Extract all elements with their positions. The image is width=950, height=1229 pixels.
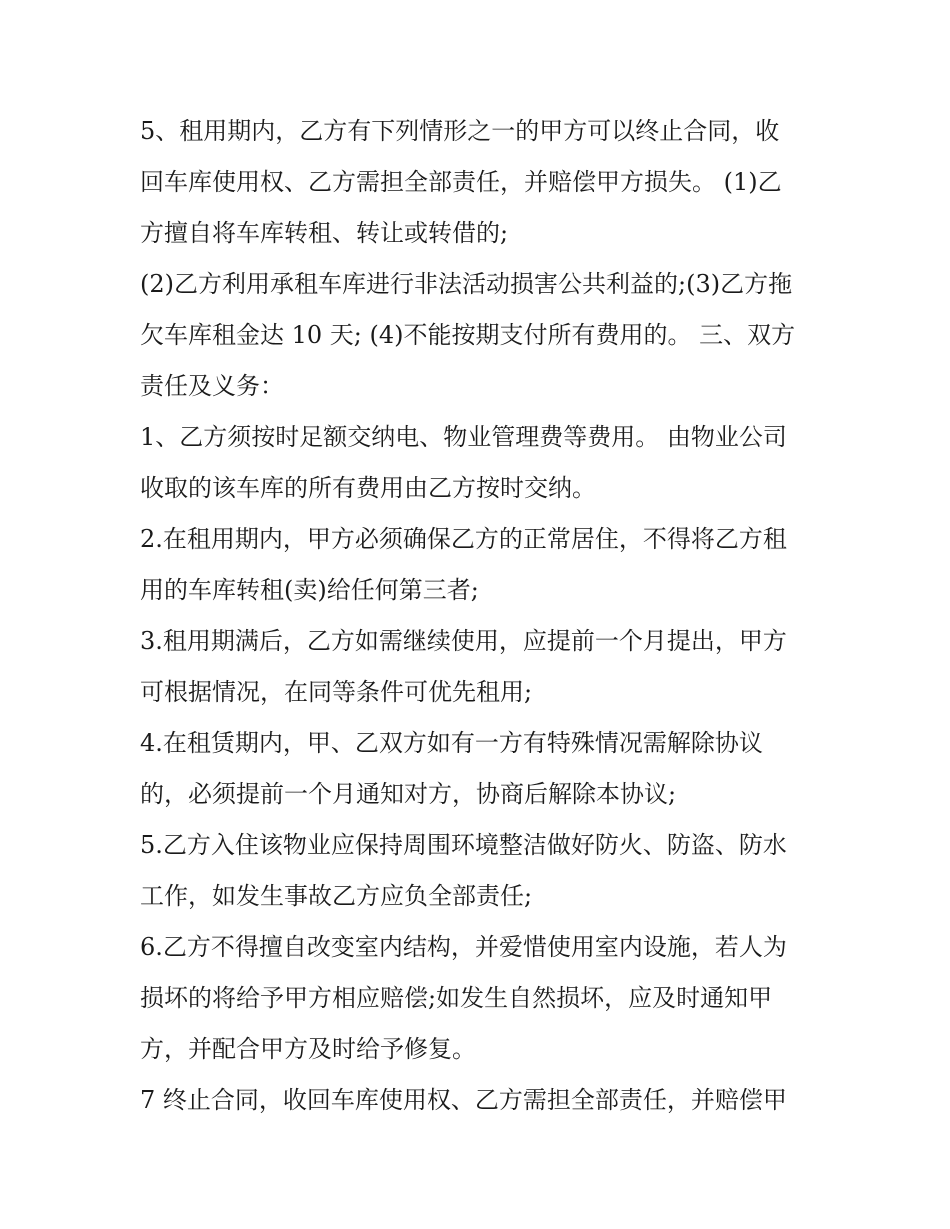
document-body <box>140 106 812 1126</box>
text-line: 欠车库租金达 10 天; (4)不能按期支付所有费用的。 三、双方 <box>140 321 796 349</box>
text-line: 回车库使用权、乙方需担全部责任，并赔偿甲方损失。 (1)乙 <box>140 168 782 196</box>
text-line: 1、乙方须按时足额交纳电、物业管理费等费用。 由物业公司 <box>140 423 787 451</box>
text-line: 5.乙方入住该物业应保持周围环境整洁做好防火、防盗、防水 <box>140 831 787 859</box>
text-line: 的，必须提前一个月通知对方，协商后解除本协议; <box>140 780 677 808</box>
text-line: 7 终止合同，收回车库使用权、乙方需担全部责任，并赔偿甲 <box>140 1086 787 1114</box>
text-line: 3.租用期满后，乙方如需继续使用，应提前一个月提出，甲方 <box>140 627 787 655</box>
text-line: 用的车库转租(卖)给任何第三者; <box>140 576 479 604</box>
text-line: 责任及义务： <box>140 372 284 400</box>
text-line: (2)乙方利用承租车库进行非法活动损害公共利益的;(3)乙方拖 <box>140 270 793 298</box>
text-line: 5、租用期内，乙方有下列情形之一的甲方可以终止合同，收 <box>140 117 780 145</box>
text-line: 可根据情况，在同等条件可优先租用; <box>140 678 533 706</box>
text-line: 2.在租用期内，甲方必须确保乙方的正常居住，不得将乙方租 <box>140 525 787 553</box>
text-line: 工作，如发生事故乙方应负全部责任; <box>140 882 533 910</box>
text-line: 4.在租赁期内，甲、乙双方如有一方有特殊情况需解除协议 <box>140 729 763 757</box>
text-line: 方擅自将车库转租、转让或转借的; <box>140 219 509 247</box>
text-line: 6.乙方不得擅自改变室内结构，并爱惜使用室内设施，若人为 <box>140 933 787 961</box>
text-line: 收取的该车库的所有费用由乙方按时交纳。 <box>140 474 596 502</box>
text-line: 方，并配合甲方及时给予修复。 <box>140 1035 476 1063</box>
text-line: 损坏的将给予甲方相应赔偿;如发生自然损坏，应及时通知甲 <box>140 984 773 1012</box>
